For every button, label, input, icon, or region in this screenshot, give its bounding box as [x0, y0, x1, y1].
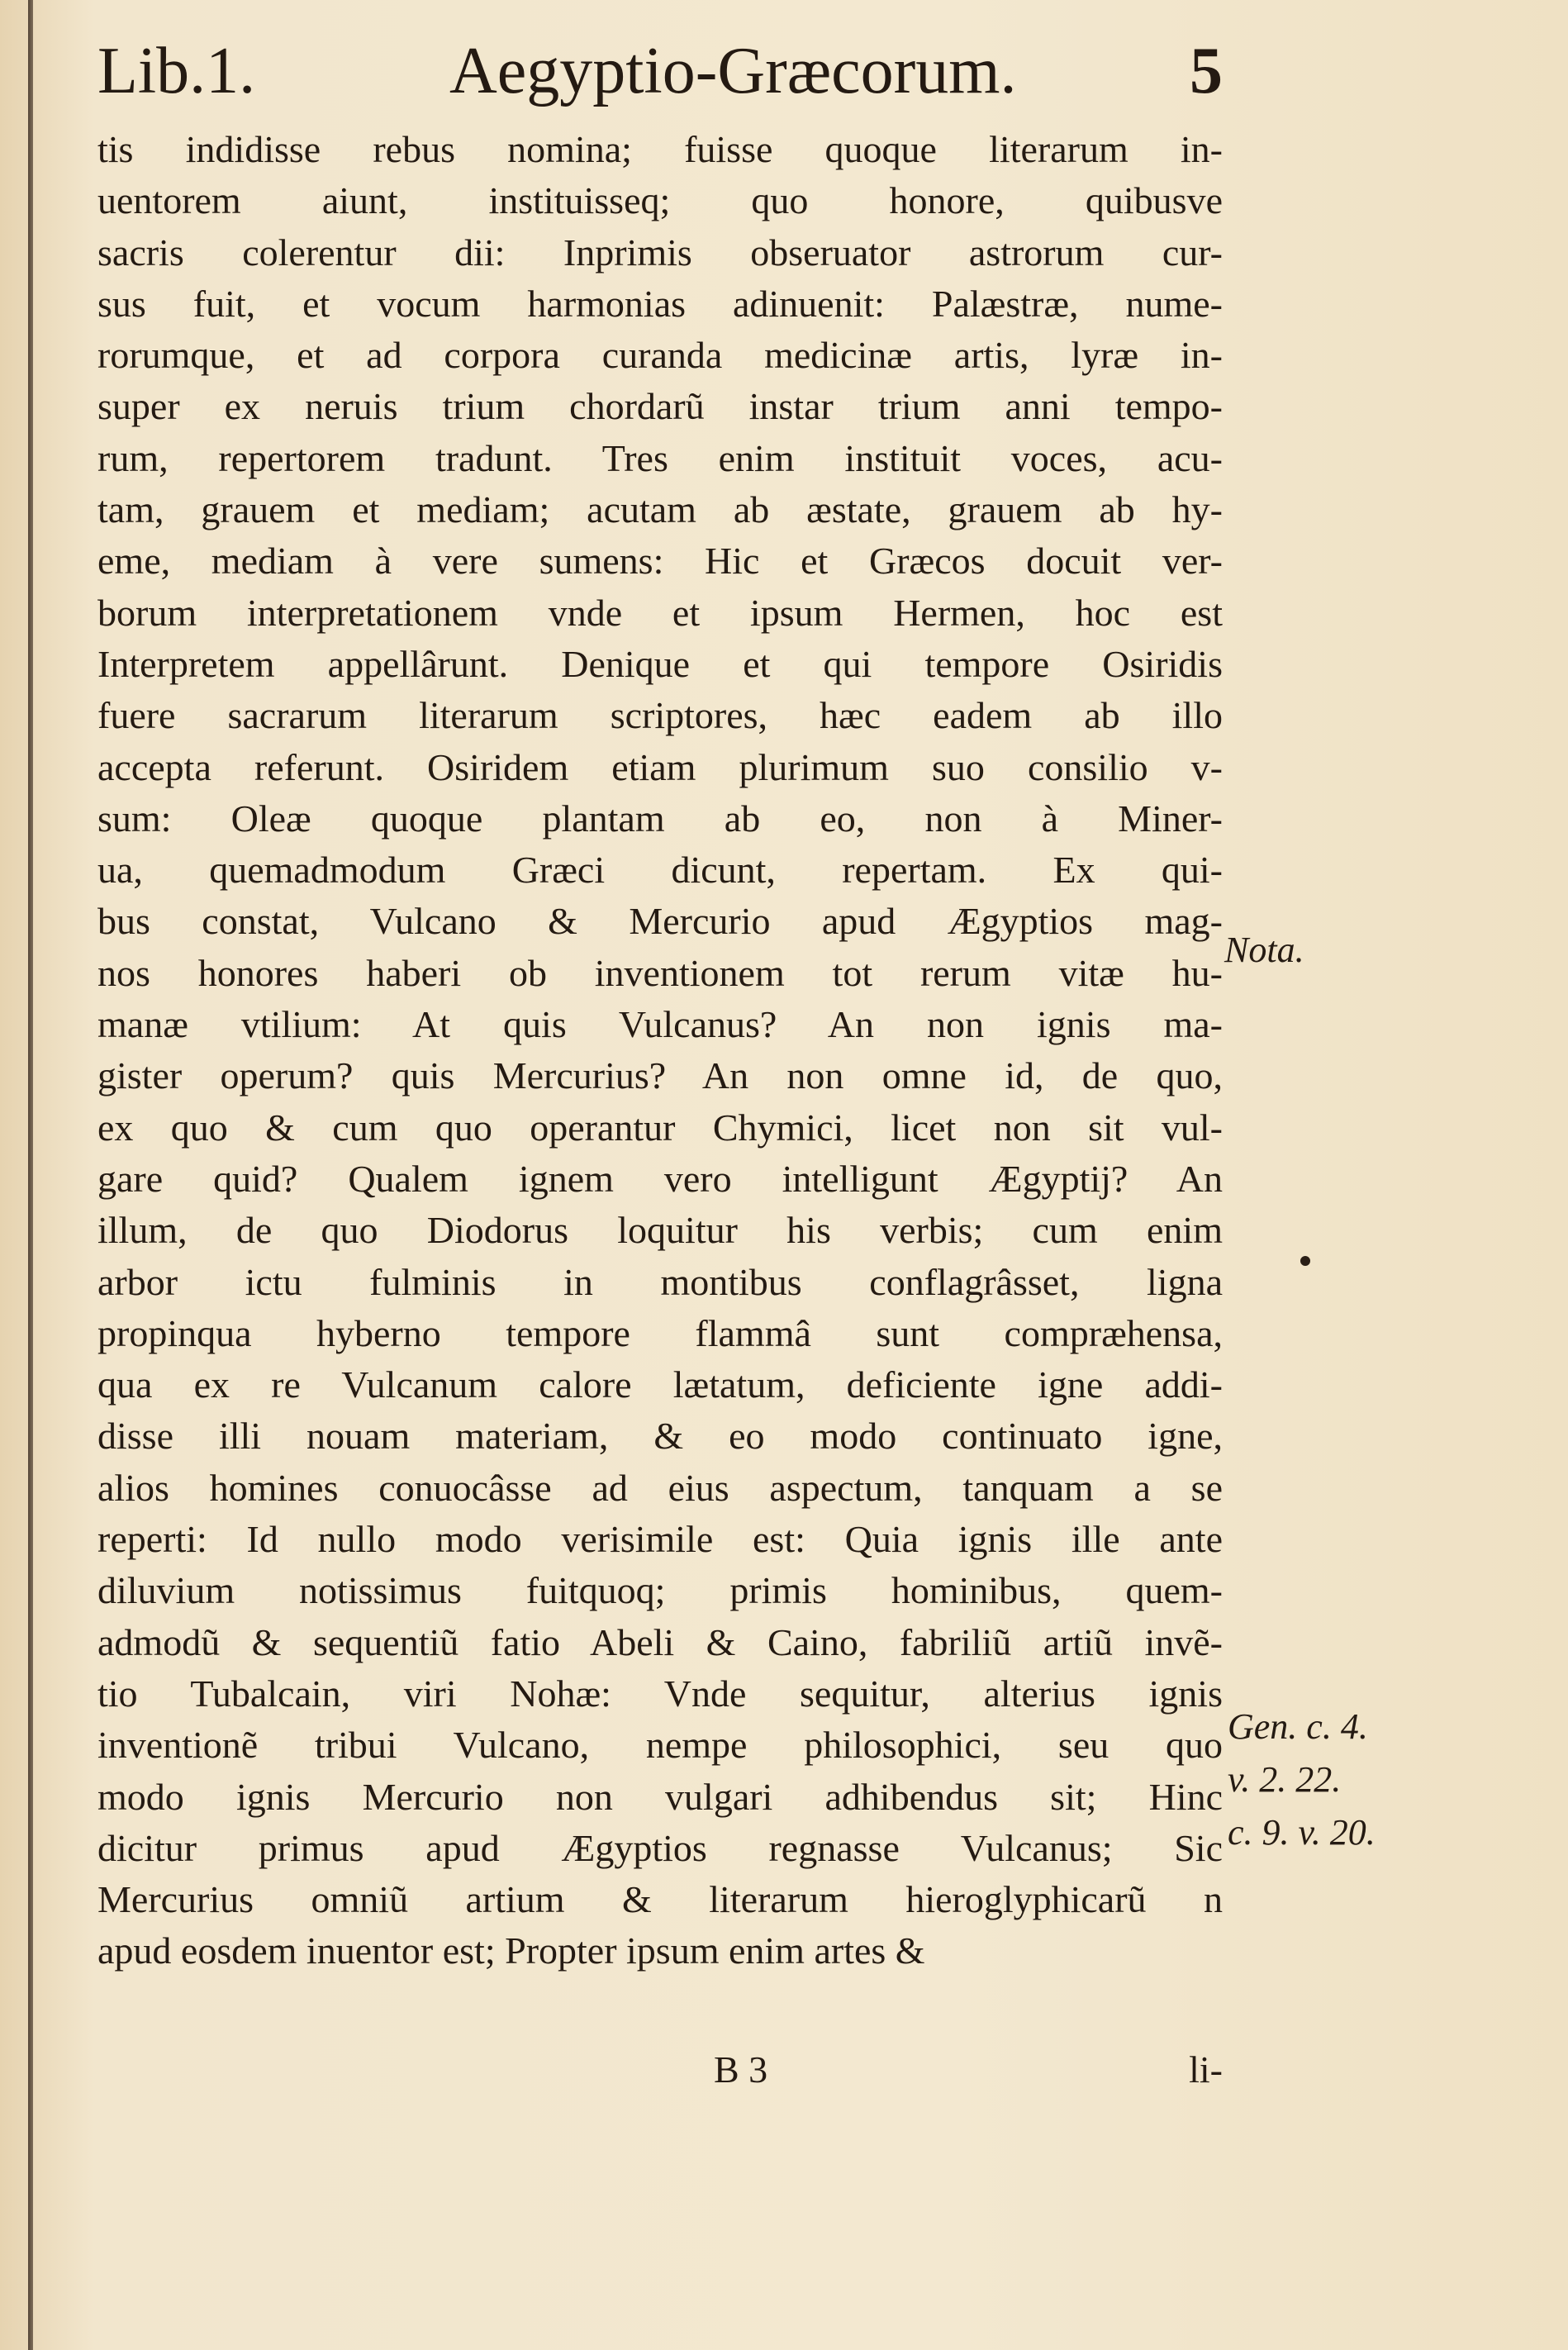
text-line: sus fuit, et vocum harmonias adinuenit: Palæstræ, nume-: [97, 282, 1223, 325]
page-footer: [97, 2041, 1223, 2099]
text-line: alios homines conuocâsse ad eius aspectum, tanquam a se: [97, 1466, 1223, 1509]
text-line: disse illi nouam materiam, & eo modo continuato igne,: [97, 1415, 1223, 1458]
text-line: dicitur primus apud Ægyptios regnasse Vulcanus; Sic: [97, 1826, 1223, 1869]
text-line: qua ex re Vulcanum calore lætatum, deficiente igne addi-: [97, 1363, 1223, 1406]
text-line: eme, mediam à vere sumens: Hic et Græcos docuit ver-: [97, 540, 1223, 583]
running-header: [97, 30, 1223, 112]
text-line: gister operum? quis Mercurius? An non omne id, de quo,: [97, 1054, 1223, 1097]
text-line: reperti: Id nullo modo verisimile est: Quia ignis ille ante: [97, 1518, 1223, 1561]
margin-note-genesis-ref-1: Gen. c. 4.: [1228, 1706, 1368, 1747]
text-line: nos honores haberi ob inventionem tot rerum vitæ hu-: [97, 951, 1223, 994]
text-line: rorumque, et ad corpora curanda medicinæ artis, lyræ in-: [97, 334, 1223, 377]
text-line: sacris colerentur dii: Inprimis obseruator astrorum cur-: [97, 231, 1223, 274]
text-line: arbor ictu fulminis in montibus conflagrâsset, ligna: [97, 1260, 1223, 1303]
body-text: [97, 124, 1223, 1977]
text-line: bus constat, Vulcano & Mercurio apud Ægyptios mag-: [97, 900, 1223, 943]
text-line: ex quo & cum quo operantur Chymici, licet non sit vul-: [97, 1106, 1223, 1149]
header-title: Aegyptio-Græcorum.: [449, 35, 1017, 107]
text-line: illum, de quo Diodorus loquitur his verbis; cum enim: [97, 1209, 1223, 1252]
text-line: uentorem aiunt, instituisseq; quo honore, quibusve: [97, 179, 1223, 222]
text-line: super ex neruis trium chordarũ instar trium anni tempo-: [97, 385, 1223, 428]
margin-notes: [1221, 0, 1560, 2350]
text-line: tam, grauem et mediam; acutam ab æstate, grauem ab hy-: [97, 488, 1223, 531]
text-line: Interpretem appellârunt. Denique et qui tempore Osiridis: [97, 642, 1223, 685]
text-line: rum, repertorem tradunt. Tres enim instituit voces, acu-: [97, 436, 1223, 479]
text-line: sum: Oleæ quoque plantam ab eo, non à Miner-: [97, 797, 1223, 840]
margin-note-genesis-ref-3: c. 9. v. 20.: [1228, 1812, 1376, 1853]
text-line: manæ vtilium: At quis Vulcanus? An non ignis ma-: [97, 1003, 1223, 1046]
margin-note-genesis-ref-2: v. 2. 22.: [1228, 1759, 1342, 1800]
signature-mark: B 3: [714, 2048, 768, 2091]
text-line: gare quid? Qualem ignem vero intelligunt Ægyptij? An: [97, 1157, 1223, 1200]
text-line: borum interpretationem vnde et ipsum Hermen, hoc est: [97, 591, 1223, 634]
text-line: accepta referunt. Osiridem etiam plurimum suo consilio v-: [97, 745, 1223, 788]
text-line: fuere sacrarum literarum scriptores, hæc eadem ab illo: [97, 694, 1223, 737]
text-line: tis indidisse rebus nomina; fuisse quoque literarum in-: [97, 128, 1223, 170]
margin-dot-mark: [1300, 1256, 1310, 1266]
text-line: modo ignis Mercurio non vulgari adhibendus sit; Hinc: [97, 1775, 1223, 1818]
header-book-number: Lib.1.: [97, 35, 256, 107]
catchword: li-: [1189, 2048, 1223, 2091]
text-line: admodũ & sequentiũ fatio Abeli & Caino, fabriliũ artiũ invẽ-: [97, 1620, 1223, 1663]
text-line: Mercurius omniũ artium & literarum hieroglyphicarũ n: [97, 1878, 1223, 1921]
text-line: ua, quemadmodum Græci dicunt, repertam. Ex qui-: [97, 849, 1223, 892]
binding-edge: [28, 0, 33, 2350]
page-number: 5: [1190, 35, 1223, 107]
text-line: propinqua hyberno tempore flammâ sunt compræhensa,: [97, 1311, 1223, 1354]
text-line: tio Tubalcain, viri Nohæ: Vnde sequitur, alterius ignis: [97, 1672, 1223, 1715]
margin-note-nota: Nota.: [1224, 930, 1304, 970]
text-line: apud eosdem inuentor est; Propter ipsum enim artes &: [97, 1929, 925, 1972]
text-line: diluvium notissimus fuitquoq; primis hominibus, quem-: [97, 1569, 1223, 1612]
text-line: inventionẽ tribui Vulcano, nempe philosophici, seu quo: [97, 1724, 1223, 1767]
